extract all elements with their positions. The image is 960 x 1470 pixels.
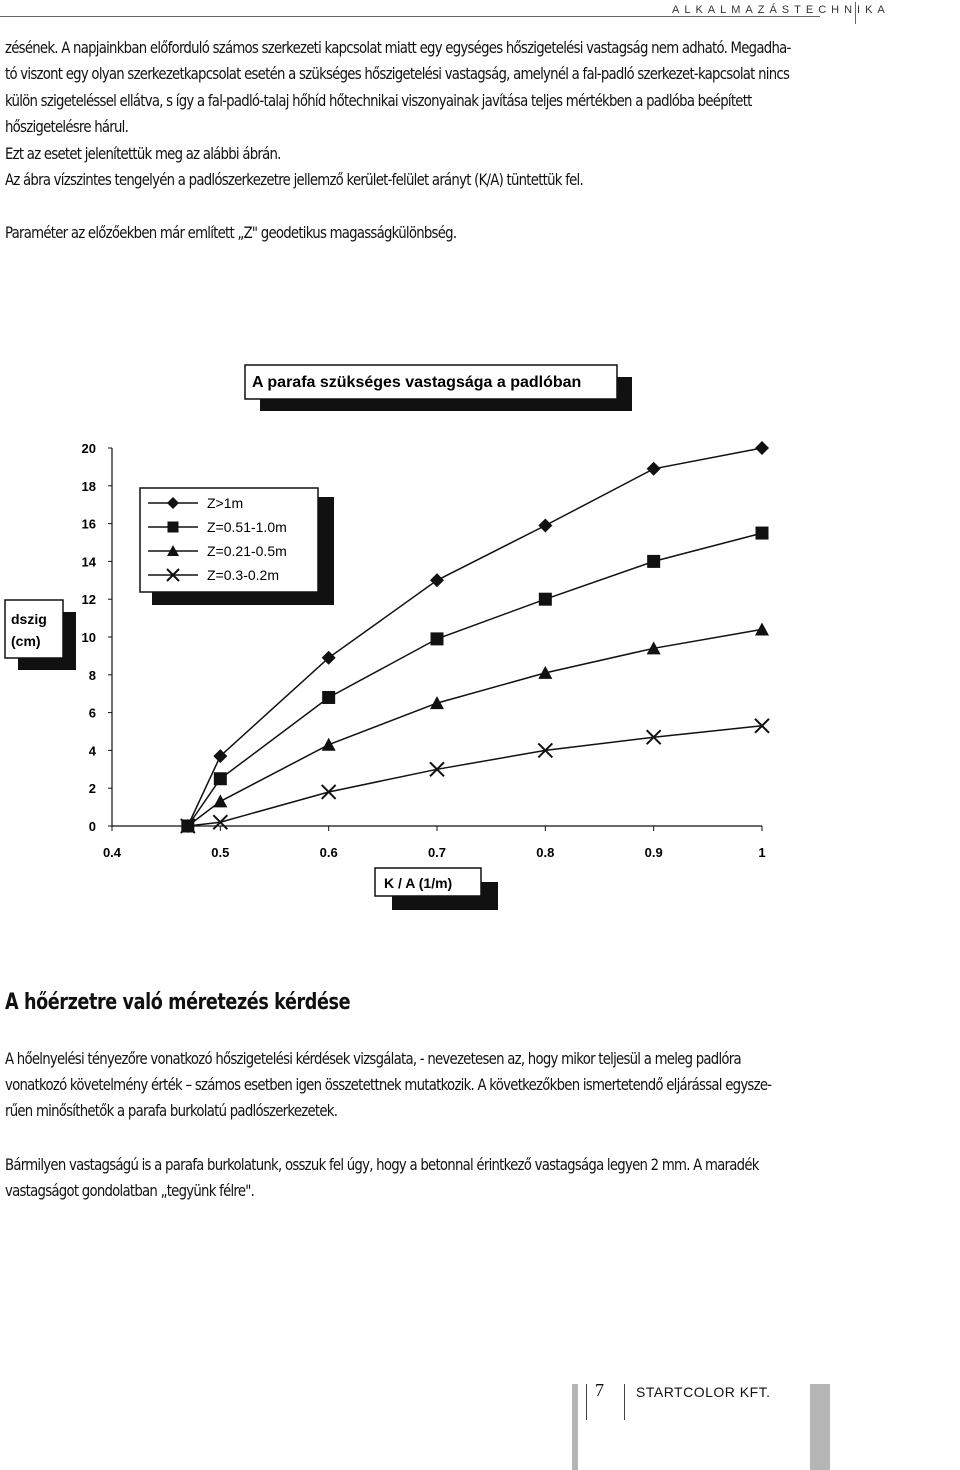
x-tick-label: 0.6: [319, 845, 338, 860]
y-tick-label: 2: [88, 781, 96, 797]
x-tick-label: 1: [758, 845, 766, 860]
x-point: [322, 785, 336, 799]
x-tick-label: 0.4: [102, 845, 122, 860]
square-point: [539, 593, 552, 606]
kav-thickness-chart: [0, 350, 960, 930]
chart-title: A parafa szükséges vastagsága a padlóban: [252, 374, 582, 391]
ylabel-box: [5, 600, 63, 658]
legend-label: Z=0.3-0.2m: [207, 567, 279, 583]
y-tick-label: 12: [81, 592, 96, 608]
legend-square-marker: [168, 522, 179, 533]
footer-divider-left: [586, 1384, 587, 1420]
diamond-point: [647, 462, 661, 476]
section-heading: A hőérzetre való méretezés kérdése: [5, 990, 351, 1015]
square-point: [647, 555, 660, 568]
square-point: [214, 772, 227, 785]
paragraph-line: A hőelnyelési tényezőre vonatkozó hőszigetelési kérdések vizsgálata, - nevezetesen az, hogy mikor teljesül a meleg padlóra: [5, 1049, 741, 1068]
y-tick-label: 8: [88, 667, 96, 683]
y-tick-label: 16: [81, 516, 96, 532]
footer-divider-right: [624, 1384, 625, 1420]
square-point: [322, 691, 335, 704]
paragraph-line: rűen minősíthetők a parafa burkolatú padlószerkezetek.: [5, 1101, 338, 1120]
section-header: ALKALMAZÁSTECHNIKA: [672, 4, 890, 16]
x-tick-label: 0.7: [427, 845, 447, 860]
header-rule: [0, 16, 820, 17]
y-tick-label: 6: [88, 705, 96, 721]
y-tick-label: 10: [81, 630, 96, 645]
company-name: STARTCOLOR KFT.: [636, 1384, 771, 1400]
paragraph-line: vastagságot gondolatban „tegyünk félre".: [5, 1181, 255, 1200]
diamond-point: [430, 573, 444, 587]
triangle-point: [213, 794, 227, 807]
x-axis-label: K / A (1/m): [384, 875, 453, 891]
legend-label: Z=0.21-0.5m: [207, 543, 287, 559]
intro-line: tó viszont egy olyan szerkezetkapcsolat esetén a szükséges hőszigetelési vastagság, amelynél a fal-padló szerkezet-kapcsolat nincs: [5, 64, 790, 83]
x-point: [430, 762, 444, 776]
paragraph-line: vonatkozó követelmény érték – számos esetben igen összetettnek mutatkozik. A következőkben ismertetendő eljárással egysze-: [5, 1075, 772, 1094]
diamond-point: [755, 441, 769, 455]
y-tick-label: 18: [81, 478, 96, 494]
triangle-point: [430, 696, 444, 709]
x-tick-label: 0.5: [211, 845, 230, 860]
page-number: 7: [595, 1380, 604, 1400]
y-tick-label: 0: [88, 819, 96, 834]
paragraph-line: Bármilyen vastagságú is a parafa burkolatunk, osszuk fel úgy, hogy a betonnal érintkező vastagsága legyen 2 mm. A maradék: [5, 1155, 759, 1174]
square-point: [431, 632, 444, 645]
series-line-4: [188, 726, 762, 826]
ylabel-line-1: dszig: [11, 611, 47, 627]
x-tick-label: 0.8: [536, 845, 555, 860]
y-tick-label: 20: [81, 441, 96, 456]
intro-line: Ezt az esetet jelenítettük meg az alábbi ábrán.: [5, 144, 281, 163]
intro-line: külön szigeteléssel ellátva, s így a fal-padló-talaj hőhíd hőtechnikai viszonyainak javítása teljes mértékben a padlóba beépített: [5, 91, 752, 110]
intro-line: Az ábra vízszintes tengelyén a padlószerkezetre jellemző kerület-felület arányt (K/A) tüntettük fel.: [5, 170, 583, 189]
y-tick-label: 4: [88, 743, 96, 759]
y-tick-label: 14: [81, 554, 96, 570]
diamond-point: [538, 518, 552, 532]
series-line-3: [188, 629, 762, 826]
legend-label: Z=0.51-1.0m: [207, 519, 287, 535]
footer-bar-right: [810, 1384, 830, 1470]
intro-line: hőszigetelésre hárul.: [5, 117, 129, 136]
triangle-point: [322, 738, 336, 751]
ylabel-line-2: (cm): [11, 633, 41, 649]
footer-bar-left: [572, 1384, 578, 1470]
x-tick-label: 0.9: [644, 845, 663, 860]
intro-line: Paraméter az előzőekben már említett „Z" geodetikus magasságkülönbség.: [5, 223, 457, 242]
intro-line: zésének. A napjainkban előforduló számos szerkezeti kapcsolat miatt egy egységes hőszigetelési vastagság nem adható. Megadha-: [5, 38, 791, 57]
square-point: [756, 527, 769, 540]
triangle-point: [755, 622, 769, 635]
legend-label: Z>1m: [207, 495, 244, 511]
